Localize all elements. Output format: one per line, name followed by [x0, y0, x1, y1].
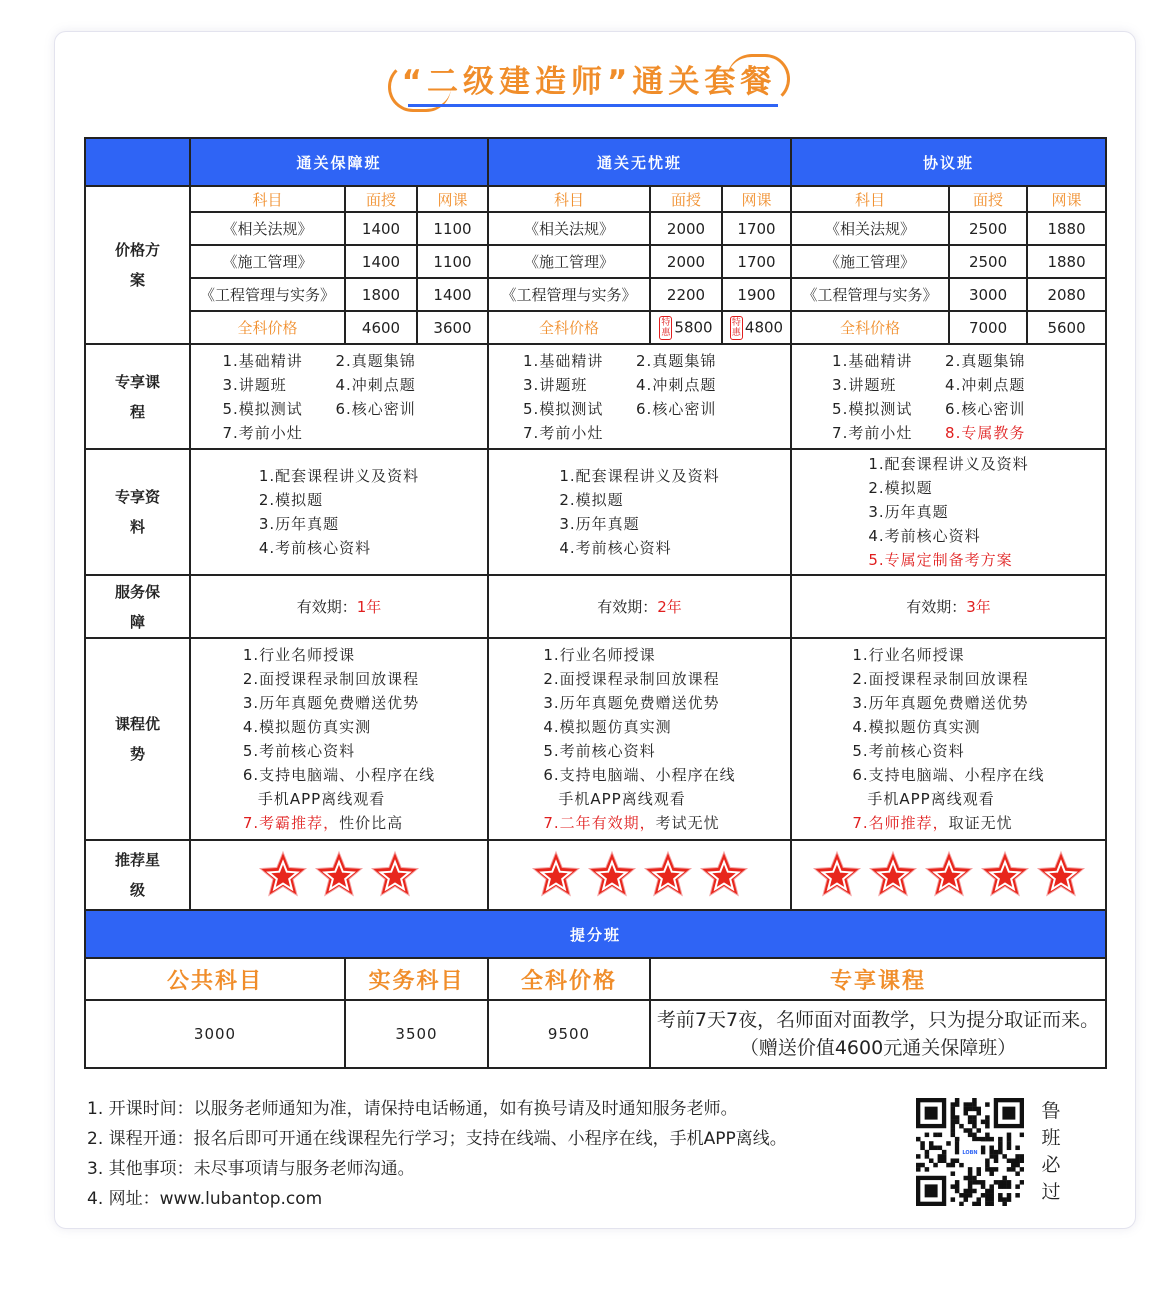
- star-icon: [867, 850, 919, 900]
- exclusive-material: 5.专属定制备考方案: [868, 551, 1013, 569]
- total-cell-special: 特惠 4800: [722, 311, 791, 344]
- boost-public-price: 3000: [85, 1000, 345, 1068]
- note-item: 3. 其他事项：未尽事项请与服务老师沟通。: [87, 1159, 415, 1179]
- total-label: 全科价格: [488, 311, 650, 344]
- advantages-plan-3: 1.行业名师授课 2.面授课程录制回放课程 3.历年真题免费赠送优势 4.模拟题仿真实测 5.考前核心资料 6.支持电脑端、小程序在线 手机APP离线观看 7.名师推荐，取证无忧: [791, 638, 1106, 840]
- service-plan-1: 有效期：1年: [190, 575, 488, 638]
- total-cell: 4600: [345, 311, 417, 344]
- star-icon: [979, 850, 1031, 900]
- slogan: 鲁 班 必 过: [1041, 1100, 1061, 1203]
- materials-plan-2: 1.配套课程讲义及资料 2.模拟题 3.历年真题 4.考前核心资料: [488, 449, 791, 575]
- service-plan-3: 有效期：3年: [791, 575, 1106, 638]
- price-subject: 《施工管理》: [190, 245, 345, 278]
- star-rating: [792, 850, 1105, 900]
- price-subject: 《工程管理与实务》: [190, 278, 345, 311]
- star-icon: [530, 850, 582, 900]
- rating-plan-2: [488, 840, 791, 910]
- row-label-service: 服务保障: [85, 575, 190, 638]
- total-cell: 3600: [417, 311, 488, 344]
- star-icon: [1035, 850, 1087, 900]
- star-rating: [191, 850, 487, 900]
- row-label-advantages: 课程优势: [85, 638, 190, 840]
- rating-plan-1: [190, 840, 488, 910]
- price-subject: 《相关法规》: [190, 212, 345, 245]
- price-subject: 《相关法规》: [791, 212, 949, 245]
- note-item: 1. 开课时间：以服务老师通知为准，请保持电话畅通，如有换号请及时通知服务老师。: [87, 1099, 738, 1119]
- price-subject: 《施工管理》: [488, 245, 650, 278]
- price-cell: 1900: [722, 278, 791, 311]
- star-icon: [257, 850, 309, 900]
- boost-header-public: 公共科目: [85, 958, 345, 1000]
- price-cell: 2500: [949, 212, 1027, 245]
- total-cell: 5600: [1027, 311, 1106, 344]
- star-icon: [642, 850, 694, 900]
- star-icon: [698, 850, 750, 900]
- price-subject: 《工程管理与实务》: [791, 278, 949, 311]
- price-subject: 《施工管理》: [791, 245, 949, 278]
- materials-plan-3: 1.配套课程讲义及资料 2.模拟题 3.历年真题 4.考前核心资料 5.专属定制备考方案: [791, 449, 1106, 575]
- advantages-plan-1: 1.行业名师授课 2.面授课程录制回放课程 3.历年真题免费赠送优势 4.模拟题仿真实测 5.考前核心资料 6.支持电脑端、小程序在线 手机APP离线观看 7.考霸推荐，性价比高: [190, 638, 488, 840]
- price-cell: 2200: [650, 278, 722, 311]
- sub-header-subject: 科目: [190, 186, 345, 212]
- star-icon: [369, 850, 421, 900]
- row-label-courses: 专享课程: [85, 344, 190, 449]
- boost-header-practice: 实务科目: [345, 958, 488, 1000]
- price-cell: 1800: [345, 278, 417, 311]
- sub-header-offline: 面授: [345, 186, 417, 212]
- notes: [87, 1094, 787, 1214]
- price-cell: 2000: [650, 212, 722, 245]
- sub-header-subject: 科目: [488, 186, 650, 212]
- price-cell: 2500: [949, 245, 1027, 278]
- service-plan-2: 有效期：2年: [488, 575, 791, 638]
- courses-plan-2: 1.基础精讲 2.真题集锦 3.讲题班 4.冲刺点题 5.模拟测试 6.核心密训 7.考前小灶: [488, 344, 791, 449]
- plan-header-2: 通关无忧班: [488, 138, 791, 186]
- total-label: 全科价格: [791, 311, 949, 344]
- row-label-price: 价格方案: [85, 186, 190, 344]
- special-tag: 特惠: [661, 317, 671, 338]
- page-title: “二级建造师”通关套餐: [401, 64, 777, 100]
- boost-total-price: 9500: [488, 1000, 650, 1068]
- boost-header-courses: 专享课程: [650, 958, 1106, 1000]
- boost-title: 提分班: [85, 910, 1106, 958]
- materials-plan-1: 1.配套课程讲义及资料 2.模拟题 3.历年真题 4.考前核心资料: [190, 449, 488, 575]
- total-label: 全科价格: [190, 311, 345, 344]
- price-cell: 1100: [417, 212, 488, 245]
- title-banner: [388, 52, 790, 110]
- note-item: 2. 课程开通：报名后即可开通在线课程先行学习；支持在线端、小程序在线，手机APP离线。: [87, 1129, 787, 1149]
- row-label-materials: 专享资料: [85, 449, 190, 575]
- price-cell: 1400: [417, 278, 488, 311]
- sub-header-online: 网课: [1027, 186, 1106, 212]
- rating-plan-3: [791, 840, 1106, 910]
- star-rating: [489, 850, 790, 900]
- star-icon: [313, 850, 365, 900]
- row-label-rating: 推荐星级: [85, 840, 190, 910]
- boost-description: 考前7天7夜，名师面对面教学，只为提分取证而来。 （赠送价值4600元通关保障班）: [650, 1000, 1106, 1068]
- total-cell-special: 特惠 5800: [650, 311, 722, 344]
- courses-plan-1: 1.基础精讲 2.真题集锦 3.讲题班 4.冲刺点题 5.模拟测试 6.核心密训 7.考前小灶: [190, 344, 488, 449]
- sub-header-online: 网课: [722, 186, 791, 212]
- special-tag: 特惠: [731, 317, 741, 338]
- qr-code: [916, 1098, 1024, 1206]
- plan-header-1: 通关保障班: [190, 138, 488, 186]
- price-cell: 3000: [949, 278, 1027, 311]
- price-cell: 2000: [650, 245, 722, 278]
- exclusive-course: 8.专属教务: [945, 423, 1026, 442]
- price-cell: 2080: [1027, 278, 1106, 311]
- sub-header-online: 网课: [417, 186, 488, 212]
- price-cell: 1700: [722, 212, 791, 245]
- star-icon: [811, 850, 863, 900]
- price-cell: 1100: [417, 245, 488, 278]
- price-cell: 1700: [722, 245, 791, 278]
- note-item: 4. 网址：www.lubantop.com: [87, 1189, 323, 1209]
- price-cell: 1400: [345, 212, 417, 245]
- title-underline: [408, 104, 778, 107]
- package-table: [84, 137, 1107, 1069]
- sub-header-offline: 面授: [650, 186, 722, 212]
- price-cell: 1400: [345, 245, 417, 278]
- price-cell: 1880: [1027, 245, 1106, 278]
- total-cell: 7000: [949, 311, 1027, 344]
- sub-header-offline: 面授: [949, 186, 1027, 212]
- boost-practice-price: 3500: [345, 1000, 488, 1068]
- price-subject: 《工程管理与实务》: [488, 278, 650, 311]
- price-subject: 《相关法规》: [488, 212, 650, 245]
- star-icon: [586, 850, 638, 900]
- star-icon: [923, 850, 975, 900]
- price-cell: 1880: [1027, 212, 1106, 245]
- plan-header-3: 协议班: [791, 138, 1106, 186]
- sub-header-subject: 科目: [791, 186, 949, 212]
- courses-plan-3: 1.基础精讲 2.真题集锦 3.讲题班 4.冲刺点题 5.模拟测试 6.核心密训 7.考前小灶 8.专属教务: [791, 344, 1106, 449]
- header-blank: [85, 138, 190, 186]
- boost-header-total: 全科价格: [488, 958, 650, 1000]
- advantages-plan-2: 1.行业名师授课 2.面授课程录制回放课程 3.历年真题免费赠送优势 4.模拟题仿真实测 5.考前核心资料 6.支持电脑端、小程序在线 手机APP离线观看 7.二年有效期，考试无忧: [488, 638, 791, 840]
- qr-logo: LOBN: [962, 1150, 978, 1156]
